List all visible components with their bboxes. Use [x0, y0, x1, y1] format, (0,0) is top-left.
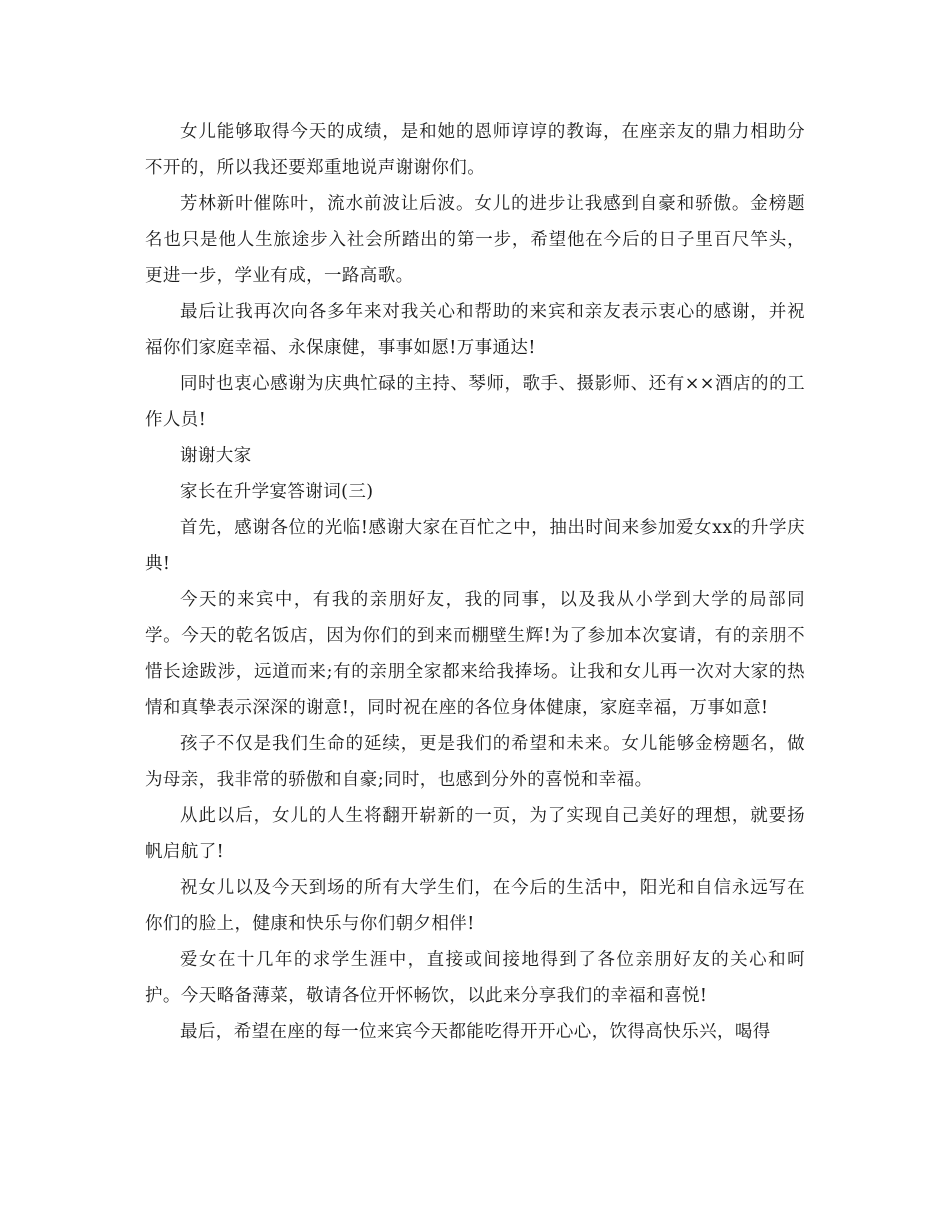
paragraph: 爱女在十几年的求学生涯中，直接或间接地得到了各位亲朋好友的关心和呵护。今天略备薄菜，敬请各位开怀畅饮，以此来分享我们的幸福和喜悦! — [145, 950, 805, 1006]
paragraph: 同时也衷心感谢为庆典忙碌的主持、琴师，歌手、摄影师、还有××酒店的的工作人员! — [145, 374, 805, 430]
paragraph: 从此以后，女儿的人生将翻开崭新的一页，为了实现自己美好的理想，就要扬帆启航了! — [145, 806, 805, 862]
closing-line: 谢谢大家 — [180, 446, 252, 466]
paragraph: 首先，感谢各位的光临!感谢大家在百忙之中，抽出时间来参加爱女xx的升学庆典! — [145, 518, 805, 574]
section-heading: 家长在升学宴答谢词(三) — [180, 482, 374, 502]
paragraph: 最后，希望在座的每一位来宾今天都能吃得开开心心，饮得高快乐兴，喝得 — [180, 1022, 771, 1042]
paragraph: 祝女儿以及今天到场的所有大学生们，在今后的生活中，阳光和自信永远写在你们的脸上，健康和快乐与你们朝夕相伴! — [145, 878, 805, 934]
paragraph: 今天的来宾中，有我的亲朋好友，我的同事，以及我从小学到大学的局部同学。今天的乾名饭店，因为你们的到来而棚壁生辉!为了参加本次宴请，有的亲朋不惜长途跋涉，远道而来;有的亲朋全家都来给我捧场。让我和女儿再一次对大家的热情和真挚表示深深的谢意!，同时祝在座的各位身体健康，家庭幸福，万事如意! — [145, 590, 805, 718]
paragraph: 最后让我再次向各多年来对我关心和帮助的来宾和亲友表示衷心的感谢，并祝福你们家庭幸福、永保康健，事事如愿!万事通达! — [145, 302, 805, 358]
document-body — [145, 114, 805, 1050]
paragraph: 孩子不仅是我们生命的延续，更是我们的希望和未来。女儿能够金榜题名，做为母亲，我非常的骄傲和自豪;同时，也感到分外的喜悦和幸福。 — [145, 734, 805, 790]
paragraph: 女儿能够取得今天的成绩，是和她的恩师谆谆的教诲，在座亲友的鼎力相助分不开的，所以我还要郑重地说声谢谢你们。 — [145, 122, 805, 178]
paragraph: 芳林新叶催陈叶，流水前波让后波。女儿的进步让我感到自豪和骄傲。金榜题名也只是他人生旅途步入社会所踏出的第一步，希望他在今后的日子里百尺竿头，更进一步，学业有成，一路高歌。 — [145, 194, 805, 286]
